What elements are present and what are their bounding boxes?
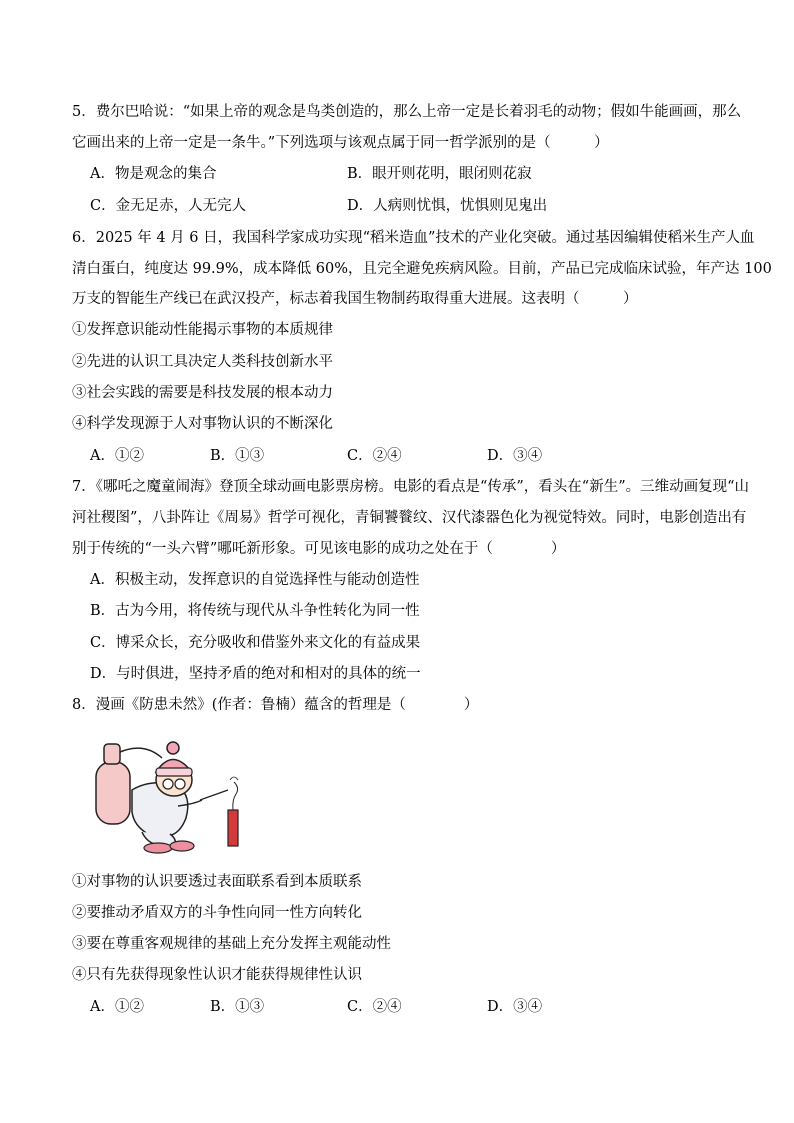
- q5-option-c: C．金无足赤，人无完人: [90, 198, 247, 214]
- q8-option-b: B．①③: [210, 999, 265, 1015]
- q8-statement-4: ④只有先获得现象性认识才能获得规律性认识: [72, 967, 362, 983]
- q5-option-a: A．物是观念的集合: [90, 166, 217, 182]
- q6-option-a: A．①②: [90, 448, 144, 464]
- q7-option-d: D．与时俱进，坚持矛盾的绝对和相对的具体的统一: [90, 666, 421, 682]
- q5-stem-line-1: 5．费尔巴哈说：“如果上帝的观念是鸟类创造的，那么上帝一定是长着羽毛的动物；假如牛能画画，那么: [72, 104, 742, 120]
- q8-option-d: D．③④: [487, 999, 543, 1015]
- q6-stem-line-3: 万支的智能生产线已在武汉投产，标志着我国生物制药取得重大进展。这表明（ ）: [72, 291, 638, 307]
- q6-option-c: C．②④: [347, 448, 402, 464]
- q7-stem-line-3: 别于传统的“一头六臂”哪吒新形象。可见该电影的成功之处在于（ ）: [72, 541, 566, 557]
- q8-stem-line-1: 8．漫画《防患未然》(作者：鲁楠）蕴含的哲理是（ ）: [72, 697, 479, 713]
- q8-statement-1: ①对事物的认识要透过表面联系看到本质联系: [72, 874, 362, 890]
- q8-option-a: A．①②: [90, 999, 144, 1015]
- q6-statement-2: ②先进的认识工具决定人类科技创新水平: [72, 354, 333, 370]
- q6-stem-line-1: 6．2025 年 4 月 6 日，我国科学家成功实现“稻米造血”技术的产业化突破。通过基因编辑使稻米生产人血: [72, 230, 755, 246]
- q7-option-a: A．积极主动，发挥意识的自觉选择性与能动创造性: [90, 572, 420, 588]
- q6-option-d: D．③④: [487, 448, 543, 464]
- q7-option-b: B．古为今用，将传统与现代从斗争性转化为同一性: [90, 603, 420, 619]
- q8-option-c: C．②④: [347, 999, 402, 1015]
- q6-statement-1: ①发挥意识能动性能揭示事物的本质规律: [72, 322, 333, 338]
- q7-stem-line-2: 河社稷图”，八卦阵让《周易》哲学可视化，青铜饕餮纹、汉代漆器色化为视觉特效。同时，电影创造出有: [72, 510, 747, 526]
- q5-stem-line-2: 它画出来的上帝一定是一条牛。”下列选项与该观点属于同一哲学派别的是（ ）: [72, 135, 609, 151]
- q6-stem-line-2: 清白蛋白，纯度达 99.9%，成本降低 60%，且完全避免疾病风险。目前，产品已完成临床试验，年产达 100: [72, 261, 772, 277]
- q5-option-d: D．人病则忧惧，忧惧则见鬼出: [347, 198, 548, 214]
- q6-statement-3: ③社会实践的需要是科技发展的根本动力: [72, 385, 333, 401]
- q8-statement-3: ③要在尊重客观规律的基础上充分发挥主观能动性: [72, 936, 391, 952]
- cartoon-image: [82, 734, 252, 856]
- q7-option-c: C．博采众长，充分吸收和借鉴外来文化的有益成果: [90, 635, 421, 651]
- q6-option-b: B．①③: [210, 448, 265, 464]
- q8-statement-2: ②要推动矛盾双方的斗争性向同一性方向转化: [72, 905, 362, 921]
- q6-statement-4: ④科学发现源于人对事物认识的不断深化: [72, 416, 333, 432]
- q5-option-b: B．眼开则花明，眼闭则花寂: [347, 166, 532, 182]
- q7-stem-line-1: 7．《哪吒之魔童闹海》登顶全球动画电影票房榜。电影的看点是“传承”，看头在“新生”。三维动画复现“山: [72, 479, 750, 495]
